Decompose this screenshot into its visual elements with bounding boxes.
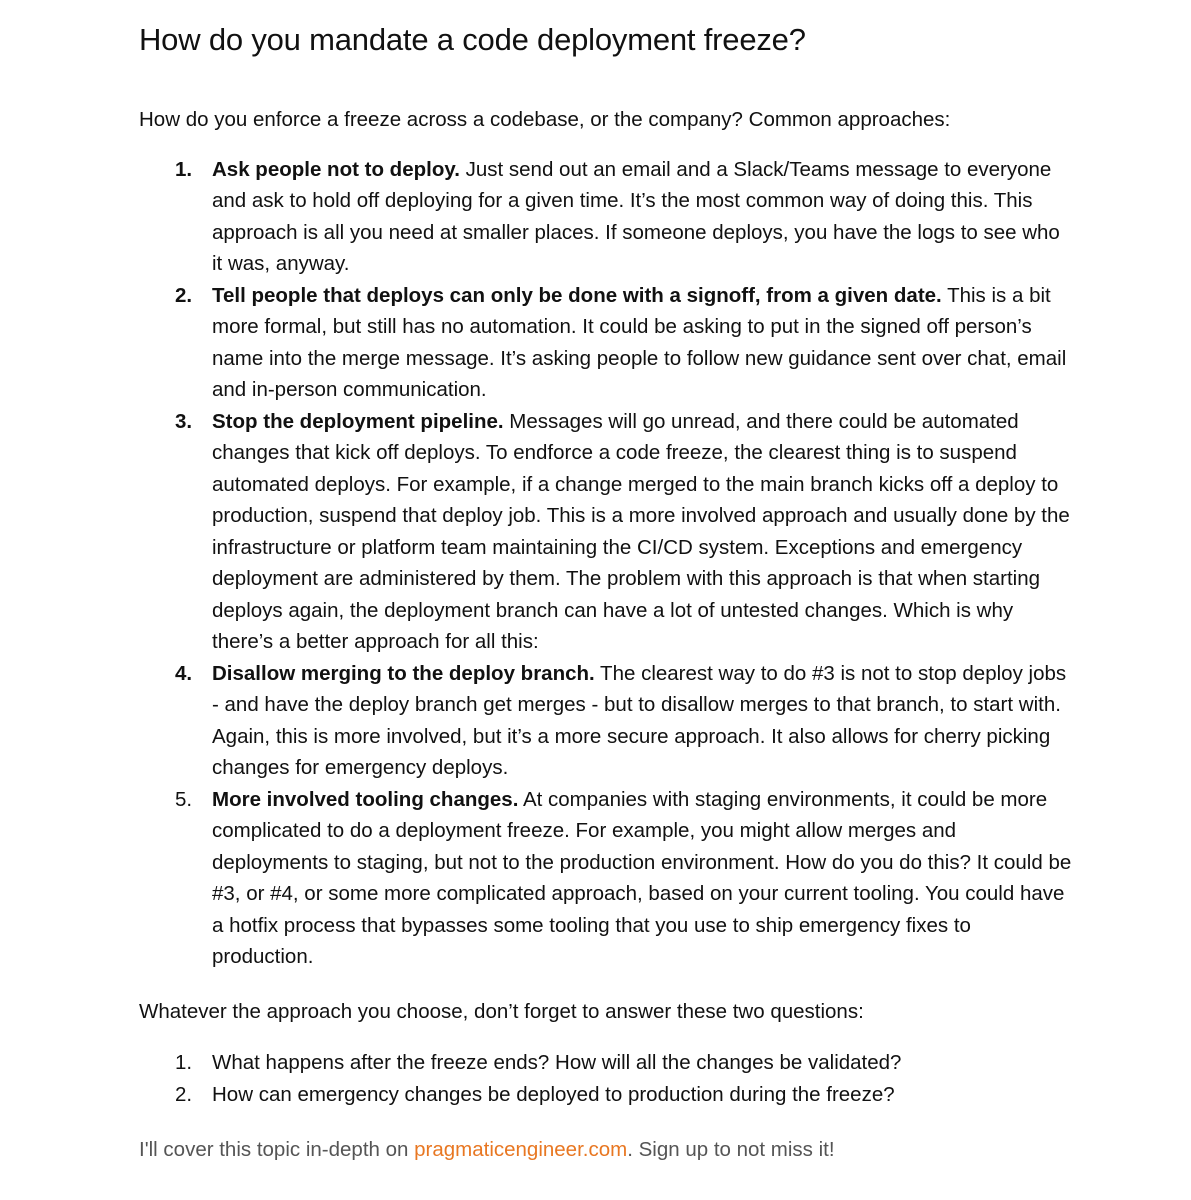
question-text: What happens after the freeze ends? How will all the changes be validated? [212, 1051, 902, 1074]
intro-paragraph: How do you enforce a freeze across a codebase, or the company? Common approaches: [139, 108, 951, 131]
questions-list [139, 1047, 1074, 1110]
list-number: 3. [175, 409, 193, 433]
item-heading: More involved tooling changes. [212, 787, 519, 811]
outro-paragraph [139, 1134, 1074, 1166]
list-number: 4. [175, 661, 193, 685]
item-heading: Stop the deployment pipeline. [212, 409, 504, 433]
list-number: 2. [175, 1082, 193, 1106]
item-heading: Ask people not to deploy. [212, 157, 460, 181]
item-text: Just send out an email and a Slack/Teams message to everyone and ask to hold off deploying for a given time. It’s the most common way of doing this. This approach is all you need at smaller places. If someone deploys, you have the logs to see who it was, anyway. [212, 157, 1060, 275]
list-item [139, 784, 1074, 973]
question-text: How can emergency changes be deployed to production during the freeze? [212, 1082, 895, 1106]
item-text: This is a bit more formal, but still has no automation. It could be asking to put in the signed off person’s name into the merge message. It’s asking people to follow new guidance sent over chat, email and in-person communication. [212, 283, 1067, 401]
list-item [139, 406, 1074, 658]
list-number: 1. [175, 157, 193, 181]
list-item [139, 154, 1074, 280]
article [139, 0, 1074, 1166]
list-item [139, 280, 1074, 406]
item-text: At companies with staging environments, it could be more complicated to do a deployment freeze. For example, you might allow merges and deployments to staging, but not to the production environment. How do you do this? It could be #3, or #4, or some more complicated approach, based on your current tooling. You could have a hotfix process that bypasses some tooling that you use to ship emergency fixes to production. [212, 787, 1072, 968]
questions-intro: Whatever the approach you choose, don’t forget to answer these two questions: [139, 999, 864, 1023]
outro-before: I'll cover this topic in-depth on [139, 1138, 415, 1161]
list-item [139, 1047, 1074, 1079]
list-number: 5. [175, 787, 193, 811]
site-link[interactable]: pragmaticengineer.com [414, 1138, 628, 1161]
approaches-list [139, 154, 1074, 973]
list-item [139, 1079, 1074, 1111]
item-heading: Disallow merging to the deploy branch. [212, 661, 595, 685]
list-item [139, 658, 1074, 784]
item-text: Messages will go unread, and there could be automated changes that kick off deploys. To endforce a code freeze, the clearest thing is to suspend automated deploys. For example, if a change merged to the main branch kicks off a deploy to production, suspend that deploy job. This is a more involved approach and usually done by the infrastructure or platform team maintaining the CI/CD system. Exceptions and emergency deployment are administered by them. The problem with this approach is that when starting deploys again, the deployment branch can have a lot of untested changes. Which is why there’s a better approach for all this: [212, 409, 1070, 653]
list-number: 2. [175, 283, 193, 307]
page-title: How do you mandate a code deployment freeze? [139, 22, 806, 57]
outro-after: . Sign up to not miss it! [627, 1138, 835, 1161]
item-heading: Tell people that deploys can only be done with a signoff, from a given date. [212, 283, 942, 307]
list-number: 1. [175, 1051, 193, 1074]
item-text: The clearest way to do #3 is not to stop deploy jobs - and have the deploy branch get merges - but to disallow merges to that branch, to start with. Again, this is more involved, but it’s a more secure approach. It also allows for cherry picking changes for emergency deploys. [212, 661, 1067, 779]
